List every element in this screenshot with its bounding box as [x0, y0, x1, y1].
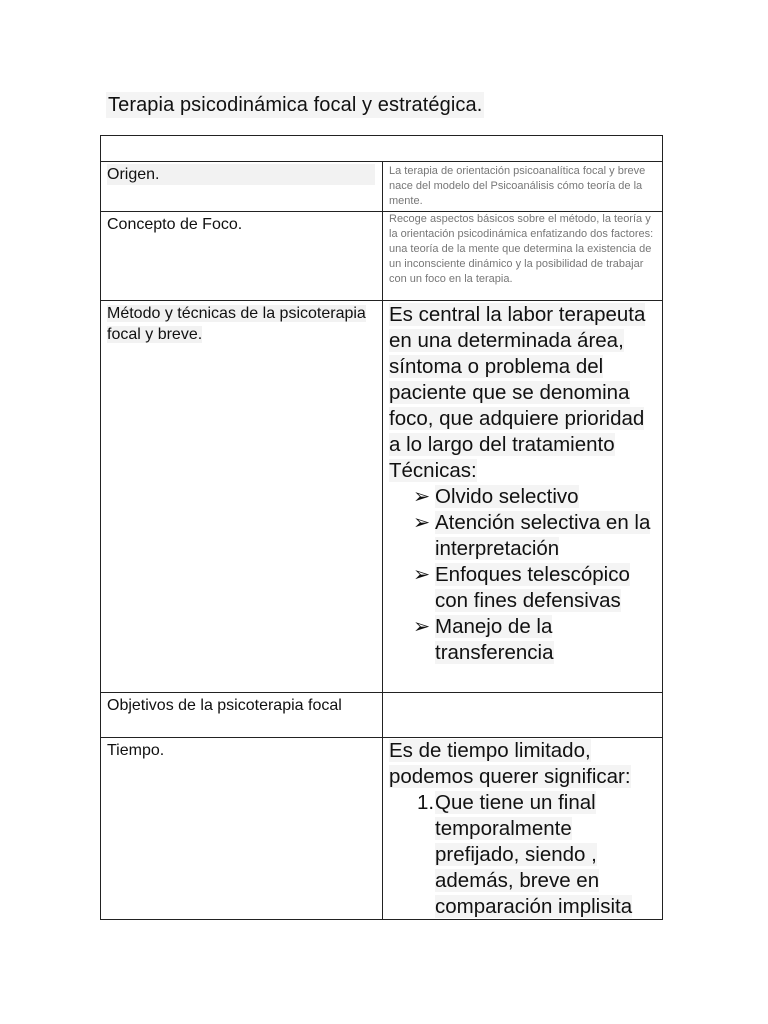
tiempo-description [389, 738, 661, 790]
row-label-origen [107, 164, 375, 185]
list-item [413, 510, 661, 562]
metodo-description [389, 302, 661, 458]
arrow-bullet-icon: ➢ [413, 485, 431, 508]
tiempo-description-text: Es de tiempo limitado, podemos querer significar: [389, 739, 631, 788]
tiempo-list [389, 790, 661, 920]
list-item [413, 562, 661, 614]
arrow-bullet-icon: ➢ [413, 615, 431, 638]
arrow-bullet-icon: ➢ [413, 511, 431, 534]
row-label-metodo [107, 303, 375, 345]
row-label-tiempo: Tiempo. [107, 742, 165, 759]
row-value-tiempo [389, 738, 661, 920]
row-label-objetivos: Objetivos de la psicoterapia focal [107, 697, 342, 714]
metodo-label-text: Método y técnicas de la psicoterapia focal y breve. [107, 305, 366, 343]
metodo-description-text: Es central la labor terapeuta en una determinada área, síntoma o problema del paciente que se denomina foco, que adquiere prioridad a lo largo del tratamiento [389, 303, 646, 456]
content-table [100, 135, 663, 920]
techniques-heading [389, 458, 661, 484]
origen-label-text: Origen. [107, 164, 375, 185]
technique-text: Atención selectiva en la interpretación [435, 511, 651, 560]
row-value-foco: Recoge aspectos básicos sobre el método, la teoría y la orientación psicodinámica enfatizando dos factores: una teoría de la mente que determina la existencia de un inconsciente dinámico y la posibilidad de trabajar con un foco en la terapia. [389, 213, 654, 285]
technique-text: Manejo de la transferencia [435, 615, 554, 664]
row-value-metodo [389, 302, 661, 666]
row-label-foco: Concepto de Foco. [107, 216, 243, 233]
techniques-list [389, 484, 661, 666]
tiempo-item-text: Que tiene un final temporalmente prefijado, siendo , además, breve en comparación implisita [435, 791, 633, 918]
technique-text: Enfoques telescópico con fines defensivas [435, 563, 630, 612]
document-title: Terapia psicodinámica focal y estratégica. [108, 94, 483, 116]
techniques-heading-text: Técnicas: [389, 459, 477, 482]
list-item [413, 614, 661, 666]
list-item [413, 790, 661, 920]
list-number: 1. [417, 791, 435, 814]
row-value-origen: La terapia de orientación psicoanalítica focal y breve nace del modelo del Psicoanálisis cómo teoría de la mente. [389, 165, 646, 207]
technique-text: Olvido selectivo [435, 485, 579, 508]
arrow-bullet-icon: ➢ [413, 563, 431, 586]
column-divider [382, 161, 383, 919]
list-item [413, 484, 661, 510]
